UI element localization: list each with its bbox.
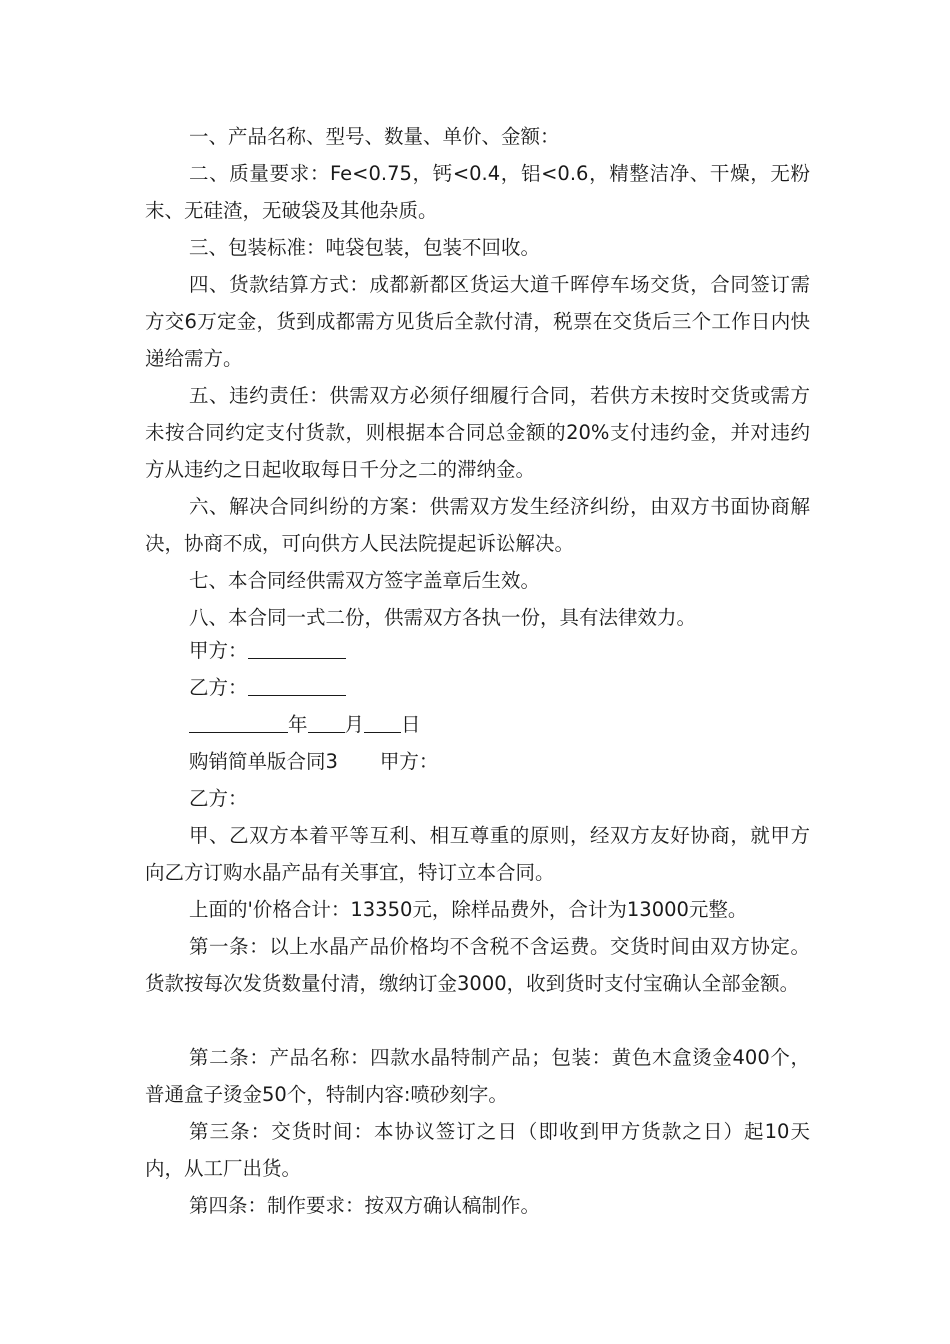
article-4: 第四条：制作要求：按双方确认稿制作。 (189, 1194, 541, 1217)
section-title: 购销简单版合同3 (189, 750, 338, 773)
section-party-b: 乙方： (189, 787, 248, 810)
clause-6: 六、解决合同纠纷的方案：供需双方发生经济纠纷，由双方书面协商解决，协商不成，可向供方人民法院提起诉讼解决。 (145, 495, 810, 555)
clause-7: 七、本合同经供需双方签字盖章后生效。 (189, 569, 541, 592)
party-a-label: 甲方： (189, 639, 248, 662)
article-1: 第一条：以上水晶产品价格均不含税不含运费。交货时间由双方协定。货款按每次发货数量付清，缴纳订金3000，收到货时支付宝确认全部金额。 (145, 935, 810, 995)
year-blank (189, 712, 288, 733)
month-blank (308, 712, 345, 733)
party-a-blank (248, 638, 346, 659)
party-b-signature-line (189, 669, 346, 706)
clause-4: 四、货款结算方式：成都新都区货运大道千晖停车场交货，合同签订需方交6万定金，货到成都需方见货后全款付清，税票在交货后三个工作日内快递给需方。 (145, 273, 810, 370)
day-blank (364, 712, 401, 733)
article-2: 第二条：产品名称：四款水晶特制产品；包装：黄色木盒烫金400个，普通盒子烫金50个，特制内容:喷砂刻字。 (145, 1046, 810, 1106)
party-b-label: 乙方： (189, 676, 248, 699)
year-label: 年 (288, 713, 308, 736)
clause-5: 五、违约责任：供需双方必须仔细履行合同，若供方未按时交货或需方未按合同约定支付货款，则根据本合同总金额的20%支付违约金，并对违约方从违约之日起收取每日千分之二的滞纳金。 (145, 384, 810, 481)
clause-1: 一、产品名称、型号、数量、单价、金额： (189, 125, 560, 148)
clause-8: 八、本合同一式二份，供需双方各执一份，具有法律效力。 (189, 606, 697, 629)
article-3: 第三条：交货时间：本协议签订之日（即收到甲方货款之日）起10天内，从工厂出货。 (145, 1120, 810, 1180)
date-line (189, 706, 421, 743)
clause-3: 三、包装标准：吨袋包装，包装不回收。 (189, 236, 541, 259)
section-party-a: 甲方： (379, 750, 439, 773)
day-label: 日 (401, 713, 421, 736)
party-b-blank (248, 675, 346, 696)
section-header (189, 743, 438, 780)
party-a-signature-line (189, 632, 346, 669)
clause-2: 二、质量要求：Fe<0.75，钙<0.4，铝<0.6，精整洁净、干燥，无粉末、无硅渣，无破袋及其他杂质。 (145, 162, 810, 222)
month-label: 月 (344, 713, 365, 736)
price-total-paragraph: 上面的'价格合计：13350元，除样品费外，合计为13000元整。 (189, 898, 748, 921)
intro-paragraph: 甲、乙双方本着平等互利、相互尊重的原则，经双方友好协商，就甲方向乙方订购水晶产品有关事宜，特订立本合同。 (145, 824, 810, 884)
